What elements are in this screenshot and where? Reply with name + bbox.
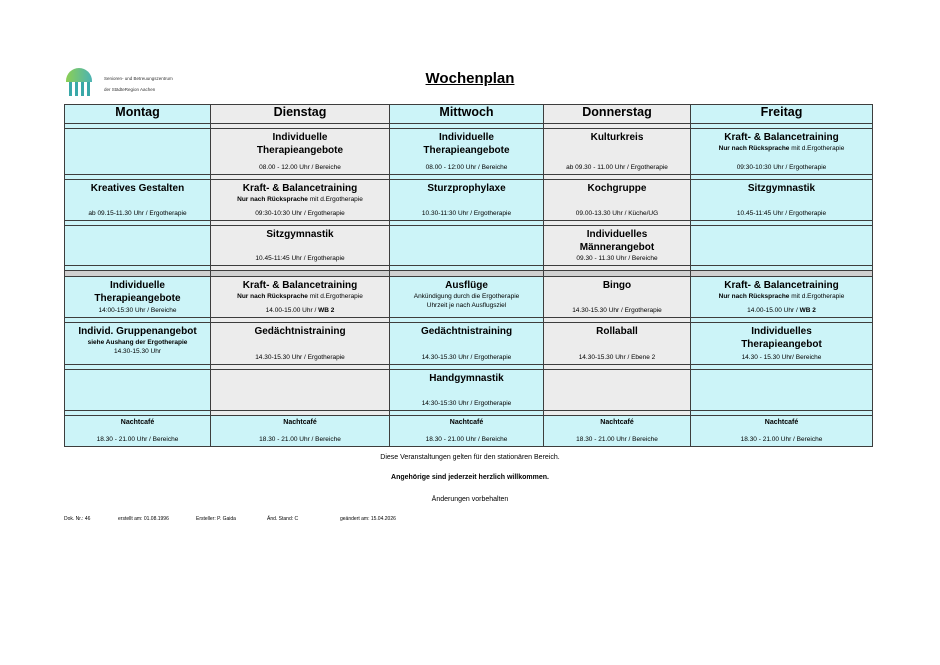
nachtcafe-row — [65, 416, 873, 447]
activity-time-text: 10.45-11:45 Uhr / Ergotherapie — [736, 210, 827, 217]
activity-time — [544, 209, 690, 218]
activity-note — [65, 338, 210, 347]
activity-time — [65, 306, 210, 315]
activity-note-bold: Nur nach Rücksprache — [718, 145, 790, 152]
activity-time-text: 09:30-10:30 Uhr / Ergotherapie — [736, 164, 827, 171]
activity-title: Sitzgymnastik — [747, 183, 816, 194]
schedule-row — [65, 226, 873, 266]
activity-time — [211, 163, 389, 172]
activity-time-text: 14.00-15.00 Uhr / — [747, 307, 800, 314]
day-header-montag: Montag — [65, 105, 211, 124]
activity-time — [211, 209, 389, 218]
schedule-cell — [544, 370, 691, 411]
page-title: Wochenplan — [425, 70, 515, 87]
activity-time — [65, 347, 210, 356]
activity-time-text: 14.30 - 15.30 Uhr/ Bereiche — [741, 354, 822, 361]
nachtcafe-cell — [65, 416, 211, 447]
schedule-row — [65, 323, 873, 365]
activity-time-text: 08.00 - 12.00 Uhr / Bereiche — [259, 164, 341, 171]
nachtcafe-time: 18.30 - 21.00 Uhr / Bereiche — [425, 436, 508, 443]
schedule-row — [65, 277, 873, 318]
activity-note-text: mit d.Ergotherapie — [789, 145, 845, 152]
activity-time-text: 09:30-10:30 Uhr / Ergotherapie — [255, 210, 345, 217]
activity-title: Gedächtnistraining — [420, 326, 513, 337]
activity-time-text: 14.30-15.30 Uhr / Ebene 2 — [578, 354, 656, 361]
schedule-cell — [691, 180, 873, 221]
nachtcafe-title: Nachtcafé — [283, 419, 317, 426]
activity-time-text: 14:30-15:30 Uhr / Ergotherapie — [421, 400, 512, 407]
doc-number: Dok. Nr.: 46 — [64, 516, 91, 522]
activity-time — [691, 353, 872, 362]
activity-time-text: ab 09.15-11.30 Uhr / Ergotherapie — [88, 210, 187, 217]
day-header-dienstag: Dienstag — [211, 105, 390, 124]
activity-note-text: mit d.Ergotherapie — [307, 196, 363, 203]
schedule-cell — [390, 277, 544, 318]
activity-time — [544, 163, 690, 172]
activity-title: Kreatives Gestalten — [90, 183, 185, 194]
changed-date: geändert am: 15.04.2026 — [340, 516, 396, 522]
activity-note — [211, 292, 389, 301]
nachtcafe-title: Nachtcafé — [764, 419, 799, 426]
activity-title: Kraft- & Balancetraining — [724, 132, 839, 143]
activity-time — [211, 306, 389, 315]
activity-time-text: 10.45-11:45 Uhr / Ergotherapie — [255, 255, 345, 262]
activity-title: Kraft- & Balancetraining — [242, 183, 358, 194]
activity-time-text: 09.00-13.30 Uhr / Küche/UG — [575, 210, 659, 217]
day-header-donnerstag: Donnerstag — [544, 105, 691, 124]
schedule-cell — [211, 370, 390, 411]
schedule-cell — [65, 370, 211, 411]
activity-title: Kochgruppe — [587, 183, 647, 194]
activity-time — [691, 306, 872, 315]
activity-title: Kraft- & Balancetraining — [724, 280, 839, 291]
weekly-plan-table — [64, 104, 873, 447]
schedule-cell — [65, 226, 211, 266]
footer-welcome: Angehörige sind jederzeit herzlich willkommen. — [391, 474, 549, 481]
nachtcafe-cell — [544, 416, 691, 447]
schedule-cell — [544, 129, 691, 175]
schedule-cell — [211, 180, 390, 221]
schedule-cell — [211, 129, 390, 175]
schedule-cell — [65, 129, 211, 175]
activity-time — [65, 209, 210, 218]
footer-note: Diese Veranstaltungen gelten für den stationären Bereich. — [380, 454, 560, 461]
activity-time-text: 14.30-15.30 Uhr — [114, 348, 161, 355]
nachtcafe-cell — [390, 416, 544, 447]
schedule-cell — [211, 323, 390, 365]
footer-disclaimer: Änderungen vorbehalten — [431, 496, 509, 503]
activity-note — [691, 292, 872, 301]
activity-time-text: 14.00-15.00 Uhr / — [265, 307, 319, 314]
activity-time-text: 09.30 - 11.30 Uhr / Bereiche — [576, 255, 658, 262]
activity-time-text: 10.30-11:30 Uhr / Ergotherapie — [421, 210, 512, 217]
nachtcafe-title: Nachtcafé — [449, 419, 484, 426]
schedule-cell — [691, 277, 873, 318]
activity-note-text: mit d.Ergotherapie — [307, 293, 363, 300]
schedule-cell — [211, 226, 390, 266]
schedule-cell — [390, 180, 544, 221]
schedule-row — [65, 129, 873, 175]
schedule-cell — [390, 323, 544, 365]
activity-time-text: 08.00 - 12:00 Uhr / Bereiche — [425, 164, 508, 171]
activity-note-bold: siehe Aushang der Ergotherapie — [87, 339, 188, 346]
activity-time — [691, 209, 872, 218]
schedule-row — [65, 180, 873, 221]
activity-time — [211, 353, 389, 362]
schedule-row — [65, 370, 873, 411]
activity-time — [390, 163, 543, 172]
activity-location-bold: WB 2 — [799, 307, 816, 314]
header-row — [65, 105, 873, 124]
activity-note-bold: Nur nach Rücksprache — [718, 293, 790, 300]
activity-title: Individ. Gruppenangebot — [78, 326, 197, 337]
nachtcafe-cell — [691, 416, 873, 447]
nachtcafe-title: Nachtcafé — [600, 419, 634, 426]
nachtcafe-time: 18.30 - 21.00 Uhr / Bereiche — [576, 436, 658, 443]
activity-title: Handgymnastik — [429, 373, 504, 384]
activity-time-text: 14.30-15.30 Uhr / Ergotherapie — [255, 354, 345, 361]
schedule-cell — [691, 129, 873, 175]
activity-title: Individuelle Therapieangebote — [256, 132, 344, 156]
nachtcafe-time: 18.30 - 21.00 Uhr / Bereiche — [740, 436, 823, 443]
activity-title: Sturzprophylaxe — [427, 183, 506, 194]
activity-time — [390, 209, 543, 218]
activity-title: Gedächtnistraining — [254, 326, 346, 337]
activity-note — [211, 195, 389, 204]
revision-status: Änd. Stand: C — [267, 516, 299, 522]
activity-note — [691, 144, 872, 153]
activity-time — [691, 163, 872, 172]
created-date: erstellt am: 01.08.1996 — [118, 516, 169, 522]
activity-title: Individuelles Männerangebot — [579, 229, 655, 253]
activity-title: Individuelle Therapieangebote — [94, 280, 181, 304]
schedule-cell — [691, 323, 873, 365]
activity-location-bold: WB 2 — [318, 307, 335, 314]
schedule-cell — [544, 323, 691, 365]
activity-title: Ausflüge — [445, 280, 488, 291]
activity-time — [544, 353, 690, 362]
activity-title: Rollaball — [596, 326, 638, 337]
activity-title: Bingo — [602, 280, 632, 291]
activity-time-text: 14.30-15.30 Uhr / Ergotherapie — [421, 354, 512, 361]
day-header-mittwoch: Mittwoch — [390, 105, 544, 124]
schedule-cell — [544, 226, 691, 266]
activity-title: Kraft- & Balancetraining — [242, 280, 358, 291]
activity-note-text: Ankündigung durch die Ergotherapie Uhrzeit je nach Ausflugsziel — [413, 293, 520, 309]
nachtcafe-title: Nachtcafé — [120, 419, 155, 426]
schedule-cell — [544, 180, 691, 221]
activity-title: Individuelle Therapieangebote — [423, 132, 510, 156]
logo-icon — [66, 68, 92, 96]
activity-note-text: mit d.Ergotherapie — [789, 293, 845, 300]
schedule-cell — [211, 277, 390, 318]
schedule-cell — [65, 323, 211, 365]
activity-note-bold: Nur nach Rücksprache — [237, 293, 308, 300]
activity-time — [390, 399, 543, 408]
activity-note-bold: Nur nach Rücksprache — [237, 196, 308, 203]
activity-time-text: 14:00-15:30 Uhr / Bereiche — [98, 307, 177, 314]
author: Ersteller: P. Gaida — [196, 516, 236, 522]
schedule-cell — [390, 370, 544, 411]
activity-note — [390, 292, 543, 310]
activity-time — [544, 254, 690, 263]
activity-title: Kulturkreis — [590, 132, 644, 143]
schedule-cell — [390, 129, 544, 175]
schedule-cell — [544, 277, 691, 318]
activity-time-text: ab 09.30 - 11.00 Uhr / Ergotherapie — [566, 164, 668, 171]
activity-time — [390, 353, 543, 362]
nachtcafe-cell — [211, 416, 390, 447]
activity-time — [211, 254, 389, 263]
activity-title: Sitzgymnastik — [266, 229, 334, 240]
nachtcafe-time: 18.30 - 21.00 Uhr / Bereiche — [96, 436, 179, 443]
schedule-cell — [65, 277, 211, 318]
logo-text-line2: der StädteRegion Aachen — [104, 87, 156, 92]
schedule-cell — [691, 370, 873, 411]
day-header-freitag: Freitag — [691, 105, 873, 124]
logo-text-line1: Senioren- und Betreuungszentrum — [104, 76, 173, 81]
logo — [64, 68, 194, 98]
activity-time-text: 14.30-15.30 Uhr / Ergotherapie — [572, 307, 662, 314]
schedule-cell — [390, 226, 544, 266]
nachtcafe-time: 18.30 - 21.00 Uhr / Bereiche — [259, 436, 341, 443]
activity-time — [544, 306, 690, 315]
schedule-cell — [65, 180, 211, 221]
activity-title: Individuelles Therapieangebot — [741, 326, 822, 350]
schedule-cell — [691, 226, 873, 266]
